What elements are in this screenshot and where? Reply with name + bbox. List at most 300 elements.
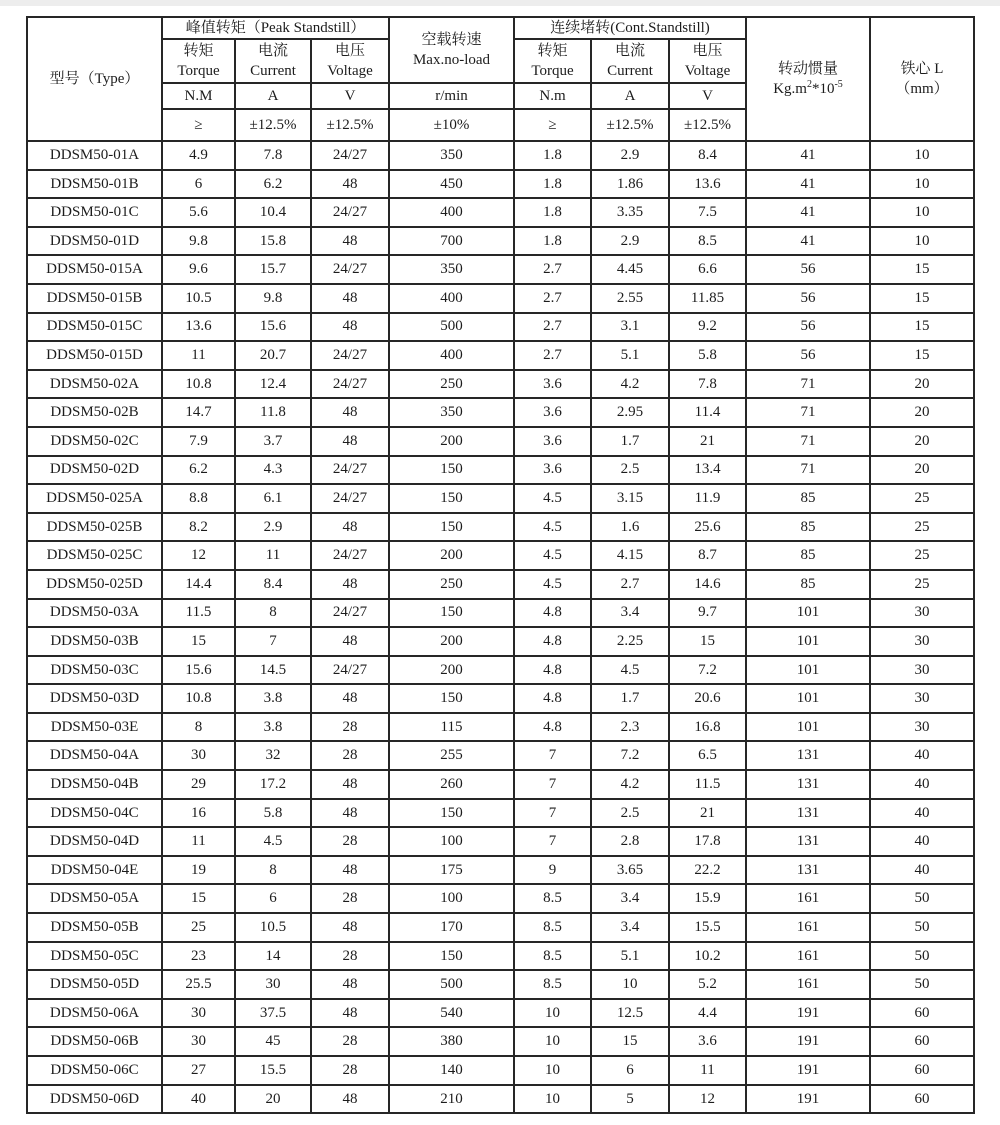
header-row-groups xyxy=(27,17,974,39)
cell-peak_torque: 11.5 xyxy=(162,599,235,628)
cell-max_no_load: 150 xyxy=(389,599,514,628)
cell-cont_voltage: 7.8 xyxy=(669,370,746,399)
table-row xyxy=(27,341,974,370)
table-row xyxy=(27,770,974,799)
header-max-no-load-en: Max.no-load xyxy=(412,52,491,68)
cell-core_length: 15 xyxy=(870,341,974,370)
cell-max_no_load: 350 xyxy=(389,398,514,427)
cell-peak_torque: 15 xyxy=(162,627,235,656)
peak-voltage-en: Voltage xyxy=(327,63,373,79)
cell-cont_torque: 1.8 xyxy=(514,198,591,227)
cell-cont_torque: 4.5 xyxy=(514,570,591,599)
cell-core_length: 40 xyxy=(870,827,974,856)
cell-max_no_load: 540 xyxy=(389,999,514,1028)
cell-peak_current: 3.8 xyxy=(235,684,311,713)
cell-cont_torque: 3.6 xyxy=(514,370,591,399)
cell-cont_current: 2.3 xyxy=(591,713,669,742)
cell-peak_current: 14 xyxy=(235,942,311,971)
table-row xyxy=(27,627,974,656)
cell-core_length: 20 xyxy=(870,456,974,485)
cell-peak_current: 3.7 xyxy=(235,427,311,456)
cell-peak_voltage: 48 xyxy=(311,427,389,456)
cell-peak_current: 20.7 xyxy=(235,341,311,370)
header-core-length-unit: （mm） xyxy=(895,81,949,97)
cell-max_no_load: 260 xyxy=(389,770,514,799)
cell-core_length: 20 xyxy=(870,427,974,456)
unit-cont-torque: N.m xyxy=(514,83,591,109)
cell-max_no_load: 170 xyxy=(389,913,514,942)
cell-cont_current: 4.45 xyxy=(591,255,669,284)
cell-cont_voltage: 6.6 xyxy=(669,255,746,284)
header-cont-voltage xyxy=(669,39,746,83)
cell-cont_current: 1.6 xyxy=(591,513,669,542)
cell-type: DDSM50-05C xyxy=(27,942,162,971)
cell-peak_current: 7.8 xyxy=(235,141,311,170)
unit-cont-current: A xyxy=(591,83,669,109)
cell-peak_torque: 4.9 xyxy=(162,141,235,170)
cell-peak_current: 4.3 xyxy=(235,456,311,485)
cell-inertia: 161 xyxy=(746,970,870,999)
cell-peak_current: 6 xyxy=(235,884,311,913)
cell-core_length: 50 xyxy=(870,884,974,913)
cell-inertia: 56 xyxy=(746,284,870,313)
cell-max_no_load: 500 xyxy=(389,970,514,999)
cell-peak_voltage: 48 xyxy=(311,627,389,656)
inertia-unit-sup1: 2 xyxy=(806,79,812,90)
cell-core_length: 30 xyxy=(870,599,974,628)
cell-type: DDSM50-04C xyxy=(27,799,162,828)
header-rotor-inertia xyxy=(746,17,870,141)
cell-peak_current: 14.5 xyxy=(235,656,311,685)
peak-torque-zh: 转矩 xyxy=(183,42,214,59)
header-core-length xyxy=(870,17,974,141)
cell-peak_voltage: 48 xyxy=(311,799,389,828)
cell-cont_torque: 2.7 xyxy=(514,341,591,370)
cell-max_no_load: 140 xyxy=(389,1056,514,1085)
cell-inertia: 161 xyxy=(746,913,870,942)
cell-type: DDSM50-025B xyxy=(27,513,162,542)
cell-peak_voltage: 48 xyxy=(311,313,389,342)
cell-cont_torque: 3.6 xyxy=(514,398,591,427)
cell-cont_current: 4.2 xyxy=(591,370,669,399)
peak-current-en: Current xyxy=(250,63,296,79)
cont-current-en: Current xyxy=(607,63,653,79)
cell-type: DDSM50-02C xyxy=(27,427,162,456)
cell-type: DDSM50-02D xyxy=(27,456,162,485)
table-row xyxy=(27,599,974,628)
cell-max_no_load: 400 xyxy=(389,284,514,313)
cell-peak_torque: 10.5 xyxy=(162,284,235,313)
cell-cont_torque: 1.8 xyxy=(514,170,591,199)
cell-type: DDSM50-01A xyxy=(27,141,162,170)
cell-type: DDSM50-01D xyxy=(27,227,162,256)
cell-cont_torque: 4.5 xyxy=(514,513,591,542)
cell-peak_voltage: 48 xyxy=(311,684,389,713)
cell-cont_voltage: 11.85 xyxy=(669,284,746,313)
table-row xyxy=(27,456,974,485)
cell-max_no_load: 150 xyxy=(389,513,514,542)
motor-spec-table xyxy=(26,16,975,1114)
table-row xyxy=(27,427,974,456)
cell-cont_voltage: 8.5 xyxy=(669,227,746,256)
cell-type: DDSM50-015B xyxy=(27,284,162,313)
table-row xyxy=(27,570,974,599)
cell-cont_current: 12.5 xyxy=(591,999,669,1028)
cell-inertia: 101 xyxy=(746,713,870,742)
cell-cont_voltage: 14.6 xyxy=(669,570,746,599)
cell-core_length: 40 xyxy=(870,856,974,885)
cell-core_length: 60 xyxy=(870,1027,974,1056)
cell-cont_torque: 1.8 xyxy=(514,141,591,170)
cell-peak_voltage: 48 xyxy=(311,770,389,799)
cell-core_length: 10 xyxy=(870,170,974,199)
cell-peak_current: 37.5 xyxy=(235,999,311,1028)
cell-max_no_load: 400 xyxy=(389,198,514,227)
cell-inertia: 191 xyxy=(746,999,870,1028)
cell-peak_current: 6.1 xyxy=(235,484,311,513)
cell-inertia: 131 xyxy=(746,827,870,856)
cell-cont_current: 5.1 xyxy=(591,942,669,971)
cell-cont_voltage: 25.6 xyxy=(669,513,746,542)
table-row xyxy=(27,684,974,713)
cell-core_length: 50 xyxy=(870,970,974,999)
cont-voltage-en: Voltage xyxy=(684,63,731,79)
cell-peak_torque: 14.7 xyxy=(162,398,235,427)
cell-peak_voltage: 24/27 xyxy=(311,370,389,399)
cell-inertia: 191 xyxy=(746,1056,870,1085)
cell-peak_torque: 25.5 xyxy=(162,970,235,999)
cell-inertia: 56 xyxy=(746,313,870,342)
header-type: 型号（Type） xyxy=(27,17,162,141)
cell-cont_current: 2.8 xyxy=(591,827,669,856)
cell-peak_voltage: 24/27 xyxy=(311,656,389,685)
table-row xyxy=(27,1027,974,1056)
tolerance-peak-voltage: ±12.5% xyxy=(311,109,389,141)
cell-type: DDSM50-06B xyxy=(27,1027,162,1056)
cell-peak_torque: 6.2 xyxy=(162,456,235,485)
cell-core_length: 25 xyxy=(870,513,974,542)
inertia-unit-mid: *10 xyxy=(811,81,835,97)
cell-peak_voltage: 48 xyxy=(311,1085,389,1114)
cell-peak_torque: 9.6 xyxy=(162,255,235,284)
cell-type: DDSM50-015C xyxy=(27,313,162,342)
cell-inertia: 85 xyxy=(746,484,870,513)
cell-peak_current: 15.6 xyxy=(235,313,311,342)
cell-peak_torque: 8.2 xyxy=(162,513,235,542)
cell-peak_torque: 40 xyxy=(162,1085,235,1114)
tolerance-max-no-load: ±10% xyxy=(389,109,514,141)
cell-cont_torque: 7 xyxy=(514,770,591,799)
cell-max_no_load: 350 xyxy=(389,141,514,170)
cell-cont_voltage: 4.4 xyxy=(669,999,746,1028)
cell-peak_voltage: 48 xyxy=(311,570,389,599)
cell-peak_torque: 12 xyxy=(162,541,235,570)
cell-max_no_load: 150 xyxy=(389,942,514,971)
cell-type: DDSM50-025C xyxy=(27,541,162,570)
cell-peak_current: 8 xyxy=(235,599,311,628)
peak-voltage-zh: 电压 xyxy=(334,42,365,59)
cell-max_no_load: 100 xyxy=(389,827,514,856)
cell-peak_torque: 29 xyxy=(162,770,235,799)
cell-core_length: 15 xyxy=(870,284,974,313)
table-row xyxy=(27,970,974,999)
cell-cont_voltage: 3.6 xyxy=(669,1027,746,1056)
cell-cont_current: 2.5 xyxy=(591,456,669,485)
cell-cont_current: 2.9 xyxy=(591,227,669,256)
cell-cont_voltage: 7.5 xyxy=(669,198,746,227)
table-row xyxy=(27,884,974,913)
cell-peak_current: 5.8 xyxy=(235,799,311,828)
cell-inertia: 71 xyxy=(746,456,870,485)
cell-core_length: 20 xyxy=(870,370,974,399)
cell-peak_torque: 6 xyxy=(162,170,235,199)
cell-peak_current: 8.4 xyxy=(235,570,311,599)
cell-cont_current: 1.7 xyxy=(591,684,669,713)
cell-cont_torque: 7 xyxy=(514,741,591,770)
cell-type: DDSM50-05A xyxy=(27,884,162,913)
unit-peak-voltage: V xyxy=(311,83,389,109)
cell-peak_voltage: 28 xyxy=(311,1027,389,1056)
cell-peak_current: 2.9 xyxy=(235,513,311,542)
cell-type: DDSM50-025D xyxy=(27,570,162,599)
inertia-unit-sup2: -5 xyxy=(834,79,843,90)
cell-cont_torque: 2.7 xyxy=(514,284,591,313)
cell-peak_voltage: 24/27 xyxy=(311,484,389,513)
cell-core_length: 50 xyxy=(870,913,974,942)
cell-cont_current: 4.2 xyxy=(591,770,669,799)
cell-cont_current: 3.65 xyxy=(591,856,669,885)
table-row xyxy=(27,284,974,313)
cell-cont_current: 5.1 xyxy=(591,341,669,370)
cell-max_no_load: 250 xyxy=(389,570,514,599)
cell-max_no_load: 200 xyxy=(389,541,514,570)
table-row xyxy=(27,141,974,170)
cell-cont_current: 3.1 xyxy=(591,313,669,342)
cell-inertia: 131 xyxy=(746,741,870,770)
cell-cont_torque: 9 xyxy=(514,856,591,885)
cell-peak_torque: 30 xyxy=(162,999,235,1028)
peak-current-zh: 电流 xyxy=(257,42,288,59)
cell-peak_torque: 15.6 xyxy=(162,656,235,685)
cell-peak_torque: 9.8 xyxy=(162,227,235,256)
unit-peak-torque: N.M xyxy=(162,83,235,109)
cell-cont_voltage: 20.6 xyxy=(669,684,746,713)
cell-type: DDSM50-04D xyxy=(27,827,162,856)
cell-peak_torque: 23 xyxy=(162,942,235,971)
cell-peak_voltage: 24/27 xyxy=(311,456,389,485)
cell-cont_voltage: 10.2 xyxy=(669,942,746,971)
cell-peak_torque: 11 xyxy=(162,827,235,856)
cell-peak_current: 4.5 xyxy=(235,827,311,856)
table-row xyxy=(27,1085,974,1114)
cell-cont_torque: 4.5 xyxy=(514,541,591,570)
cell-cont_current: 4.5 xyxy=(591,656,669,685)
cont-torque-zh: 转矩 xyxy=(537,42,568,59)
cell-cont_current: 5 xyxy=(591,1085,669,1114)
header-cont-standstill-group: 连续堵转(Cont.Standstill) xyxy=(514,17,746,39)
cell-core_length: 60 xyxy=(870,1085,974,1114)
tolerance-peak-current: ±12.5% xyxy=(235,109,311,141)
spec-table-body xyxy=(27,141,974,1113)
cell-cont_voltage: 6.5 xyxy=(669,741,746,770)
cell-peak_torque: 30 xyxy=(162,741,235,770)
cell-peak_torque: 30 xyxy=(162,1027,235,1056)
cell-cont_current: 3.4 xyxy=(591,913,669,942)
cell-cont_voltage: 9.2 xyxy=(669,313,746,342)
cell-cont_voltage: 16.8 xyxy=(669,713,746,742)
cell-cont_torque: 8.5 xyxy=(514,913,591,942)
cell-cont_voltage: 5.8 xyxy=(669,341,746,370)
page-top-edge xyxy=(0,0,1000,6)
cell-max_no_load: 250 xyxy=(389,370,514,399)
cell-inertia: 101 xyxy=(746,684,870,713)
cell-peak_current: 17.2 xyxy=(235,770,311,799)
cell-type: DDSM50-04A xyxy=(27,741,162,770)
cell-inertia: 85 xyxy=(746,513,870,542)
tolerance-peak-torque: ≥ xyxy=(162,109,235,141)
cell-peak_current: 15.5 xyxy=(235,1056,311,1085)
cell-cont_voltage: 15 xyxy=(669,627,746,656)
cell-max_no_load: 150 xyxy=(389,484,514,513)
cell-peak_voltage: 24/27 xyxy=(311,541,389,570)
cell-inertia: 56 xyxy=(746,255,870,284)
cell-cont_current: 15 xyxy=(591,1027,669,1056)
cell-cont_torque: 7 xyxy=(514,799,591,828)
cell-inertia: 131 xyxy=(746,799,870,828)
cell-inertia: 71 xyxy=(746,398,870,427)
cell-peak_current: 8 xyxy=(235,856,311,885)
cell-type: DDSM50-03A xyxy=(27,599,162,628)
cell-peak_current: 9.8 xyxy=(235,284,311,313)
cell-core_length: 25 xyxy=(870,484,974,513)
cell-peak_voltage: 48 xyxy=(311,913,389,942)
cell-type: DDSM50-02B xyxy=(27,398,162,427)
cell-type: DDSM50-03C xyxy=(27,656,162,685)
cell-max_no_load: 200 xyxy=(389,656,514,685)
cell-peak_torque: 13.6 xyxy=(162,313,235,342)
cell-core_length: 30 xyxy=(870,684,974,713)
cell-type: DDSM50-015D xyxy=(27,341,162,370)
table-row xyxy=(27,656,974,685)
cell-type: DDSM50-03E xyxy=(27,713,162,742)
cell-cont_torque: 10 xyxy=(514,1027,591,1056)
cell-peak_current: 12.4 xyxy=(235,370,311,399)
table-row xyxy=(27,856,974,885)
table-row xyxy=(27,370,974,399)
header-rotor-inertia-zh: 转动惯量 xyxy=(778,60,839,77)
cell-cont_voltage: 11.4 xyxy=(669,398,746,427)
cell-cont_current: 1.7 xyxy=(591,427,669,456)
cell-peak_torque: 15 xyxy=(162,884,235,913)
cell-type: DDSM50-02A xyxy=(27,370,162,399)
cell-cont_current: 2.9 xyxy=(591,141,669,170)
cell-core_length: 30 xyxy=(870,627,974,656)
cell-core_length: 60 xyxy=(870,999,974,1028)
cell-cont_voltage: 9.7 xyxy=(669,599,746,628)
cell-cont_voltage: 13.4 xyxy=(669,456,746,485)
cell-max_no_load: 380 xyxy=(389,1027,514,1056)
cell-type: DDSM50-05B xyxy=(27,913,162,942)
header-peak-standstill-group: 峰值转矩（Peak Standstill） xyxy=(162,17,389,39)
cell-core_length: 40 xyxy=(870,741,974,770)
cell-cont_torque: 10 xyxy=(514,1056,591,1085)
cell-cont_torque: 8.5 xyxy=(514,970,591,999)
cell-peak_current: 15.7 xyxy=(235,255,311,284)
cell-peak_voltage: 48 xyxy=(311,170,389,199)
cell-inertia: 131 xyxy=(746,856,870,885)
header-max-no-load-zh: 空载转速 xyxy=(421,31,482,48)
cell-type: DDSM50-05D xyxy=(27,970,162,999)
cont-voltage-zh: 电压 xyxy=(692,42,723,59)
cell-max_no_load: 210 xyxy=(389,1085,514,1114)
cell-peak_current: 7 xyxy=(235,627,311,656)
cell-cont_current: 6 xyxy=(591,1056,669,1085)
cell-cont_voltage: 11.5 xyxy=(669,770,746,799)
cell-peak_current: 11.8 xyxy=(235,398,311,427)
cell-max_no_load: 200 xyxy=(389,427,514,456)
cell-core_length: 10 xyxy=(870,141,974,170)
cell-cont_current: 2.25 xyxy=(591,627,669,656)
cell-core_length: 30 xyxy=(870,713,974,742)
table-row xyxy=(27,999,974,1028)
cell-inertia: 41 xyxy=(746,170,870,199)
cell-peak_voltage: 48 xyxy=(311,513,389,542)
cell-peak_voltage: 28 xyxy=(311,713,389,742)
cell-peak_torque: 27 xyxy=(162,1056,235,1085)
cell-cont_torque: 8.5 xyxy=(514,942,591,971)
cell-cont_current: 3.4 xyxy=(591,884,669,913)
cell-peak_voltage: 24/27 xyxy=(311,198,389,227)
cell-cont_voltage: 13.6 xyxy=(669,170,746,199)
cell-cont_voltage: 8.7 xyxy=(669,541,746,570)
cell-peak_voltage: 48 xyxy=(311,970,389,999)
cell-peak_voltage: 28 xyxy=(311,884,389,913)
cell-inertia: 191 xyxy=(746,1085,870,1114)
cell-cont_voltage: 15.5 xyxy=(669,913,746,942)
cell-peak_current: 6.2 xyxy=(235,170,311,199)
cell-core_length: 25 xyxy=(870,541,974,570)
cell-max_no_load: 350 xyxy=(389,255,514,284)
cell-peak_torque: 16 xyxy=(162,799,235,828)
cell-max_no_load: 115 xyxy=(389,713,514,742)
cell-peak_current: 11 xyxy=(235,541,311,570)
cell-core_length: 30 xyxy=(870,656,974,685)
cell-peak_voltage: 48 xyxy=(311,284,389,313)
cell-inertia: 131 xyxy=(746,770,870,799)
cell-peak_current: 20 xyxy=(235,1085,311,1114)
cell-peak_torque: 14.4 xyxy=(162,570,235,599)
cell-cont_voltage: 11 xyxy=(669,1056,746,1085)
cell-max_no_load: 100 xyxy=(389,884,514,913)
cell-cont_current: 10 xyxy=(591,970,669,999)
cell-peak_torque: 5.6 xyxy=(162,198,235,227)
cell-inertia: 56 xyxy=(746,341,870,370)
table-row xyxy=(27,942,974,971)
cont-torque-en: Torque xyxy=(531,63,574,79)
cell-cont_voltage: 22.2 xyxy=(669,856,746,885)
cell-peak_voltage: 28 xyxy=(311,827,389,856)
cell-cont_voltage: 17.8 xyxy=(669,827,746,856)
peak-torque-en: Torque xyxy=(177,63,220,79)
cell-peak_torque: 8.8 xyxy=(162,484,235,513)
cell-type: DDSM50-01C xyxy=(27,198,162,227)
cell-peak_torque: 10.8 xyxy=(162,684,235,713)
table-row xyxy=(27,827,974,856)
cell-type: DDSM50-04E xyxy=(27,856,162,885)
cell-core_length: 60 xyxy=(870,1056,974,1085)
cell-peak_voltage: 24/27 xyxy=(311,255,389,284)
cell-cont_torque: 4.5 xyxy=(514,484,591,513)
